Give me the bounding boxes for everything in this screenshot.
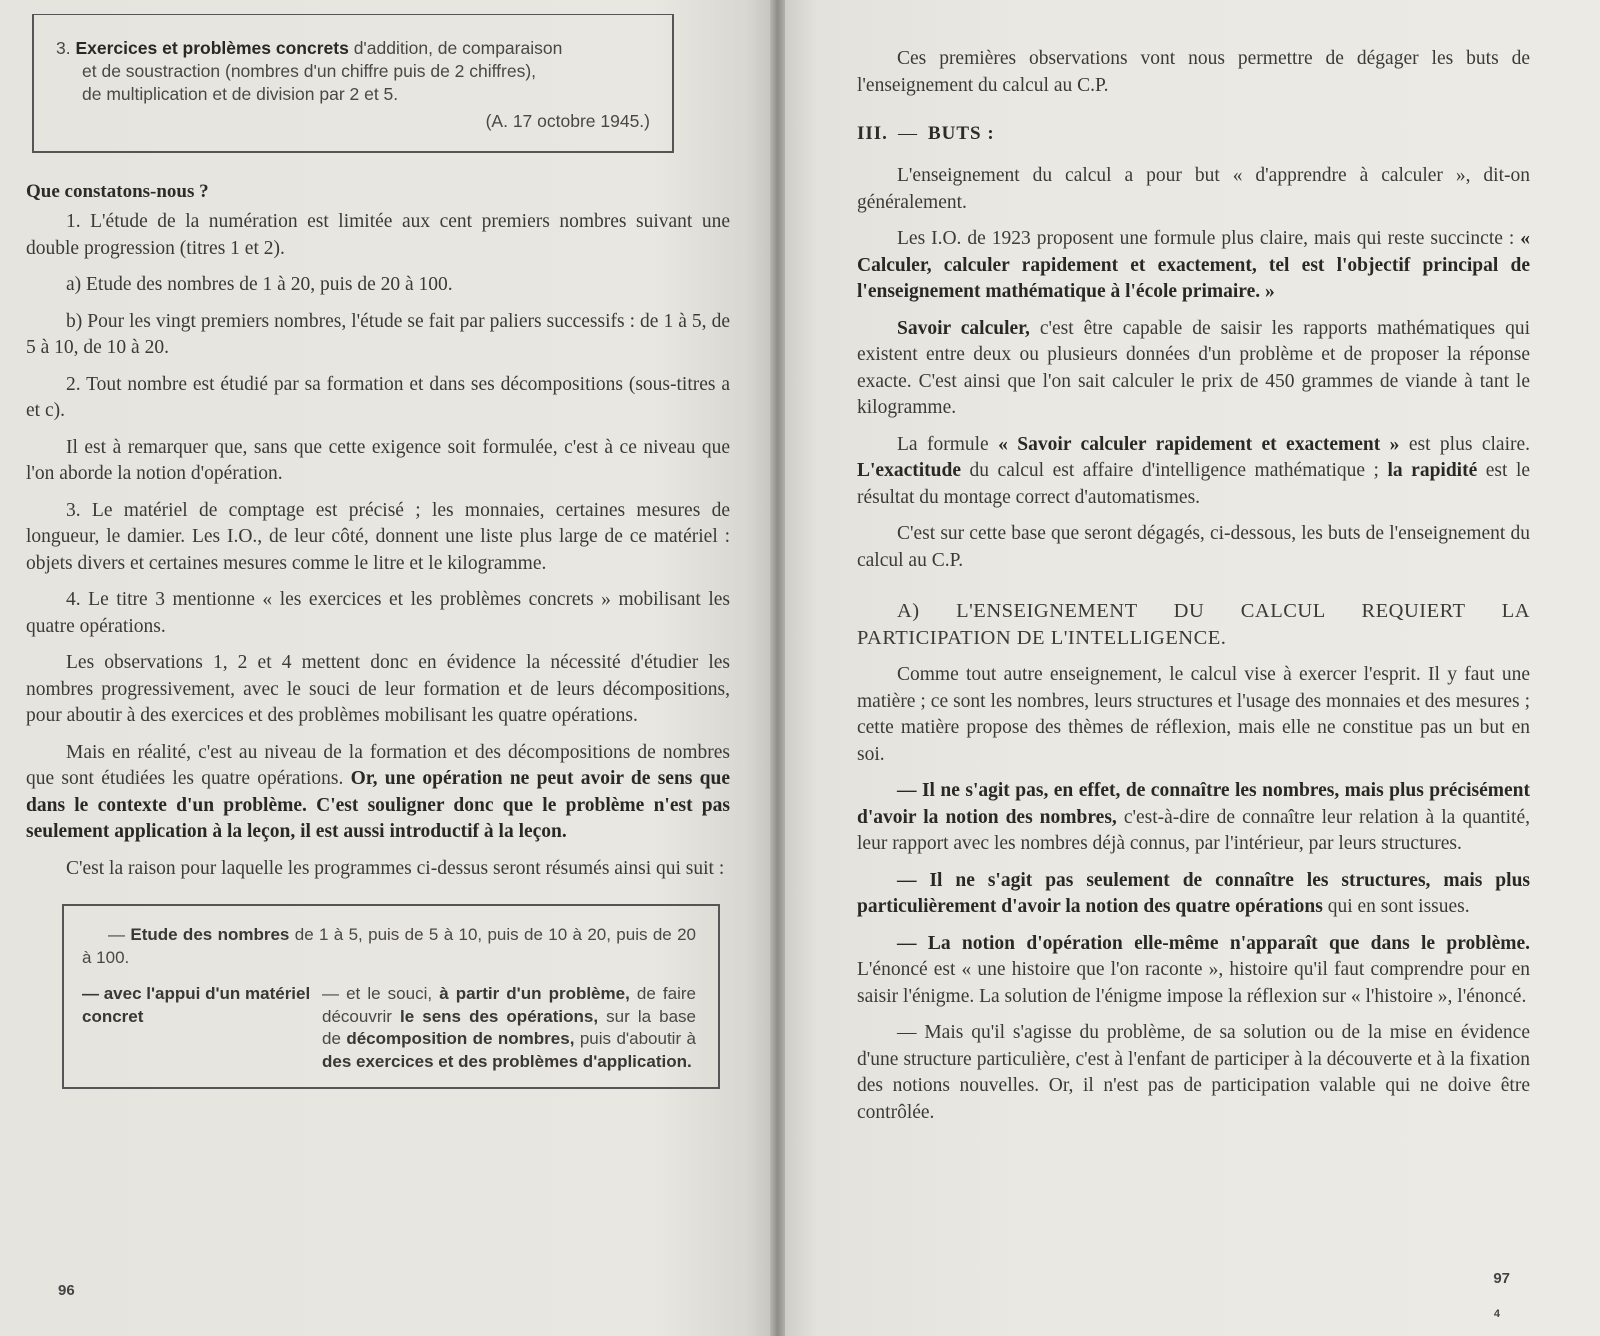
paragraph: b) Pour les vingt premiers nombres, l'étude se fait par paliers successifs : de 1 à 5, de 5 à 10, de 10 à 20. [26, 310, 730, 358]
book-gutter [770, 0, 785, 1336]
page-number-left: 96 [58, 1282, 75, 1299]
subsection-heading-a: A) L'ENSEIGNEMENT DU CALCUL REQUIERT LA PARTICIPATION DE L'INTELLIGENCE. [857, 600, 1530, 649]
summary-col-operations: — et le souci, à partir d'un problème, de faire découvrir le sens des opérations, sur la base de décomposition de nombres, puis d'aboutir à des exercices et des problèmes d'application. [322, 984, 696, 1071]
section-heading-buts: III. — BUTS : [857, 123, 995, 144]
summary-col-material: — avec l'appui d'un matériel concret [82, 984, 311, 1026]
paragraph: 3. Le matériel de comptage est précisé ; les monnaies, certaines mesures de longueur, le damier. Les I.O., de leur côté, donnent une liste plus large de ce matériel : objets divers et certaines mesures comme le litre et le kilogramme. [26, 499, 730, 574]
excerpt-line-2: et de soustraction (nombres d'un chiffre puis de 2 chiffres), [82, 61, 537, 81]
excerpt-source: (A. 17 octobre 1945.) [485, 111, 650, 131]
summary-box [62, 904, 720, 1089]
paragraph: 2. Tout nombre est étudié par sa formation et dans ses décompositions (sous-titres a et c). [26, 373, 730, 421]
right-page [785, 0, 1600, 1336]
program-excerpt-box [32, 14, 674, 153]
paragraph: a) Etude des nombres de 1 à 20, puis de 20 à 100. [66, 274, 453, 295]
paragraph: Mais en réalité, c'est au niveau de la formation et des décompositions de nombres que sont étudiées les quatre opérations. Or, une opération ne peut avoir de sens que dans le contexte d'un problème. C'est souligner donc que le problème n'est pas seulement application à la leçon, il est aussi introductif à la leçon. [26, 741, 730, 842]
left-page [0, 0, 770, 1336]
section-heading-constatons: Que constatons-nous ? [26, 181, 209, 202]
summary-columns [82, 983, 696, 1073]
paragraph: C'est la raison pour laquelle les programmes ci-dessus seront résumés ainsi qui suit : [66, 857, 725, 879]
emphasis-text: « Calculer, calculer rapidement et exactement, tel est l'objectif principal de l'enseignement mathématique à l'école primaire. » [857, 228, 1531, 302]
paragraph: La formule « Savoir calculer rapidement et exactement » est plus claire. L'exactitude du calcul est affaire d'intelligence mathématique ; la rapidité est le résultat du montage correct d'automatismes. [857, 433, 1531, 508]
paragraph: 4. Le titre 3 mentionne « les exercices et les problèmes concrets » mobilisant les quatre opérations. [26, 589, 730, 637]
excerpt-line-1: 3. Exercices et problèmes concrets d'addition, de comparaison [56, 38, 563, 58]
excerpt-line-3: de multiplication et de division par 2 et 5. [82, 84, 399, 104]
paragraph: — La notion d'opération elle-même n'apparaît que dans le problème. L'énoncé est « une histoire que l'on raconte », histoire qu'il faut comprendre pour en saisir l'énigme. La solution de l'énigme impose la réflexion sur « l'histoire », l'énoncé. [857, 932, 1530, 1007]
paragraph: — Mais qu'il s'agisse du problème, de sa solution ou de la mise en évidence d'une structure particulière, c'est à l'enfant de participer à la découverte et à la fixation des notions nouvelles. Or, il n'est pas de participation valable qui ne doive être contrôlée. [857, 1022, 1530, 1123]
paragraph: Les observations 1, 2 et 4 mettent donc en évidence la nécessité d'étudier les nombres progressivement, avec le souci de leur formation et de leurs décompositions, pour aboutir à des exercices et des problèmes mobilisant les quatre opérations. [26, 652, 730, 726]
emphasis-text: Or, une opération ne peut avoir de sens que dans le contexte d'un problème. C'est souligner donc que le problème n'est pas seulement application à la leçon, il est aussi introductif à la leçon. [26, 768, 730, 842]
paragraph: 1. L'étude de la numération est limitée aux cent premiers nombres suivant une double progression (titres 1 et 2). [26, 211, 730, 259]
excerpt-bold-title: Exercices et problèmes concrets [75, 38, 349, 58]
paragraph: Il est à remarquer que, sans que cette exigence soit formulée, c'est à ce niveau que l'on aborde la notion d'opération. [26, 436, 730, 484]
paragraph: Ces premières observations vont nous permettre de dégager les buts de l'enseignement du calcul au C.P. [857, 48, 1530, 96]
page-number-right: 97 [1493, 1270, 1510, 1287]
signature-mark: 4 [1493, 1308, 1500, 1320]
paragraph: — Il ne s'agit pas, en effet, de connaître les nombres, mais plus précisément d'avoir la notion des nombres, c'est-à-dire de connaître leur relation à la quantité, leur rapport avec les nombres déjà connus, par l'intérieur, par leurs structures. [857, 780, 1531, 854]
paragraph: Comme tout autre enseignement, le calcul vise à exercer l'esprit. Il y faut une matière ; ce sont les nombres, leurs structures et l'usage des monnaies et des mesures ; cette matière propose des thèmes de réflexion, mais elle ne constitue pas un but en soi. [857, 664, 1530, 765]
paragraph: — Il ne s'agit pas seulement de connaître les structures, mais plus particulièrement d'avoir la notion des quatre opérations qui en sont issues. [857, 869, 1530, 917]
paragraph: C'est sur cette base que seront dégagés, ci-dessous, les buts de l'enseignement du calcul au C.P. [857, 523, 1530, 571]
paragraph: Savoir calculer, c'est être capable de saisir les rapports mathématiques qui existent entre deux ou plusieurs données d'un problème et de proposer la réponse exacte. C'est ainsi que l'on sait calculer le prix de 450 grammes de viande à tant le kilogramme. [857, 317, 1530, 418]
paragraph: Les I.O. de 1923 proposent une formule plus claire, mais qui reste succincte : « Calculer, calculer rapidement et exactement, tel est l'objectif principal de l'enseignement mathématique à l'école primaire. » [857, 228, 1531, 302]
paragraph: L'enseignement du calcul a pour but « d'apprendre à calculer », dit-on généralement. [857, 165, 1530, 213]
summary-line-1: — Etude des nombres de 1 à 5, puis de 5 à 10, puis de 10 à 20, puis de 20 à 100. [82, 925, 696, 967]
